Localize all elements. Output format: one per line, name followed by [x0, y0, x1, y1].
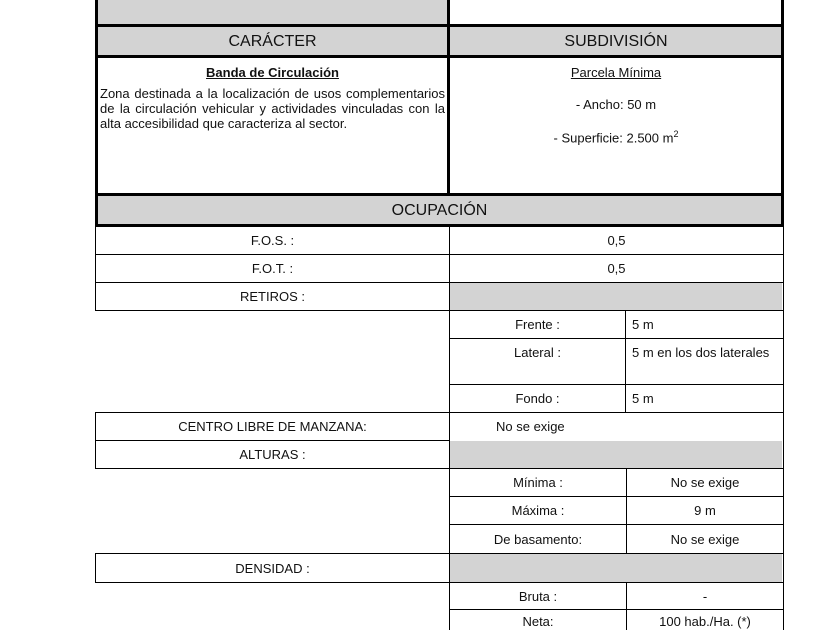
subdivision-header [450, 27, 782, 56]
ocupacion-header-label: OCUPACIÓN [391, 201, 488, 219]
caracter-header-label: CARÁCTER [228, 32, 317, 50]
retiro-fondo-value: 5 m [632, 391, 654, 406]
vline-right [783, 226, 784, 630]
altura-minima-label: Mínima : [513, 475, 563, 490]
caracter-title: Banda de Circulación [206, 65, 339, 80]
vline-mid [449, 226, 450, 630]
vline-sub-1 [625, 310, 626, 413]
subdivision-area-value: - Superficie: 2.500 m [553, 130, 674, 146]
fot-value: 0,5 [607, 261, 626, 276]
fos-label: F.O.S. : [250, 233, 295, 248]
densidad-neta-label: Neta: [522, 614, 554, 629]
retiro-fondo-label: Fondo : [515, 391, 560, 406]
altura-minima-value: No se exige [670, 475, 740, 490]
retiros-label: RETIROS : [239, 289, 305, 304]
frame-mid-top [447, 0, 450, 195]
subdivision-area-exp: 2 [673, 129, 679, 139]
retiro-lateral-label-text: Lateral : [514, 345, 561, 360]
caracter-content [100, 60, 445, 190]
densidad-neta-value: 100 hab./Ha. (*) [659, 614, 751, 629]
retiro-lateral-label [450, 339, 625, 384]
rule-56 [95, 55, 784, 58]
alturas-label: ALTURAS : [239, 447, 306, 462]
retiros-gray-cell [450, 283, 782, 311]
ocupacion-header [97, 195, 782, 226]
altura-maxima-label: Máxima : [511, 503, 565, 518]
fot-label: F.O.T. : [251, 261, 294, 276]
subdivision-content [451, 60, 781, 190]
retiro-lateral-value: 5 m en los dos laterales [632, 345, 770, 360]
densidad-bruta-value: - [702, 588, 708, 604]
densidad-label: DENSIDAD : [235, 560, 310, 576]
centro-libre-value: No se exige [496, 419, 565, 434]
altura-basamento-value: No se exige [670, 531, 740, 547]
altura-basamento-label: De basamento: [493, 531, 583, 547]
subdivision-width: - Ancho: 50 m [575, 97, 657, 112]
fos-value: 0,5 [607, 233, 626, 248]
caracter-description: Zona destinada a la localización de usos complementarios de la circulación vehicular y actividades vinculadas con la alta accesibilidad que caracteriza al sector. [100, 86, 445, 131]
rule-25 [95, 24, 784, 27]
subdivision-area [451, 129, 781, 145]
alturas-gray-cell [450, 441, 782, 468]
densidad-bruta-label: Bruta : [518, 588, 558, 604]
rule-193 [95, 193, 784, 196]
densidad-gray-cell [450, 554, 782, 583]
centro-libre-label: CENTRO LIBRE DE MANZANA: [178, 419, 367, 434]
caracter-header [97, 27, 448, 56]
retiro-frente-label: Frente : [515, 317, 560, 332]
altura-maxima-value: 9 m [694, 503, 716, 518]
subdivision-header-label: SUBDIVISIÓN [564, 32, 668, 50]
top-left-gray-cell [97, 0, 448, 25]
retiro-frente-value: 5 m [632, 317, 654, 332]
subdivision-title: Parcela Mínima [570, 65, 662, 80]
